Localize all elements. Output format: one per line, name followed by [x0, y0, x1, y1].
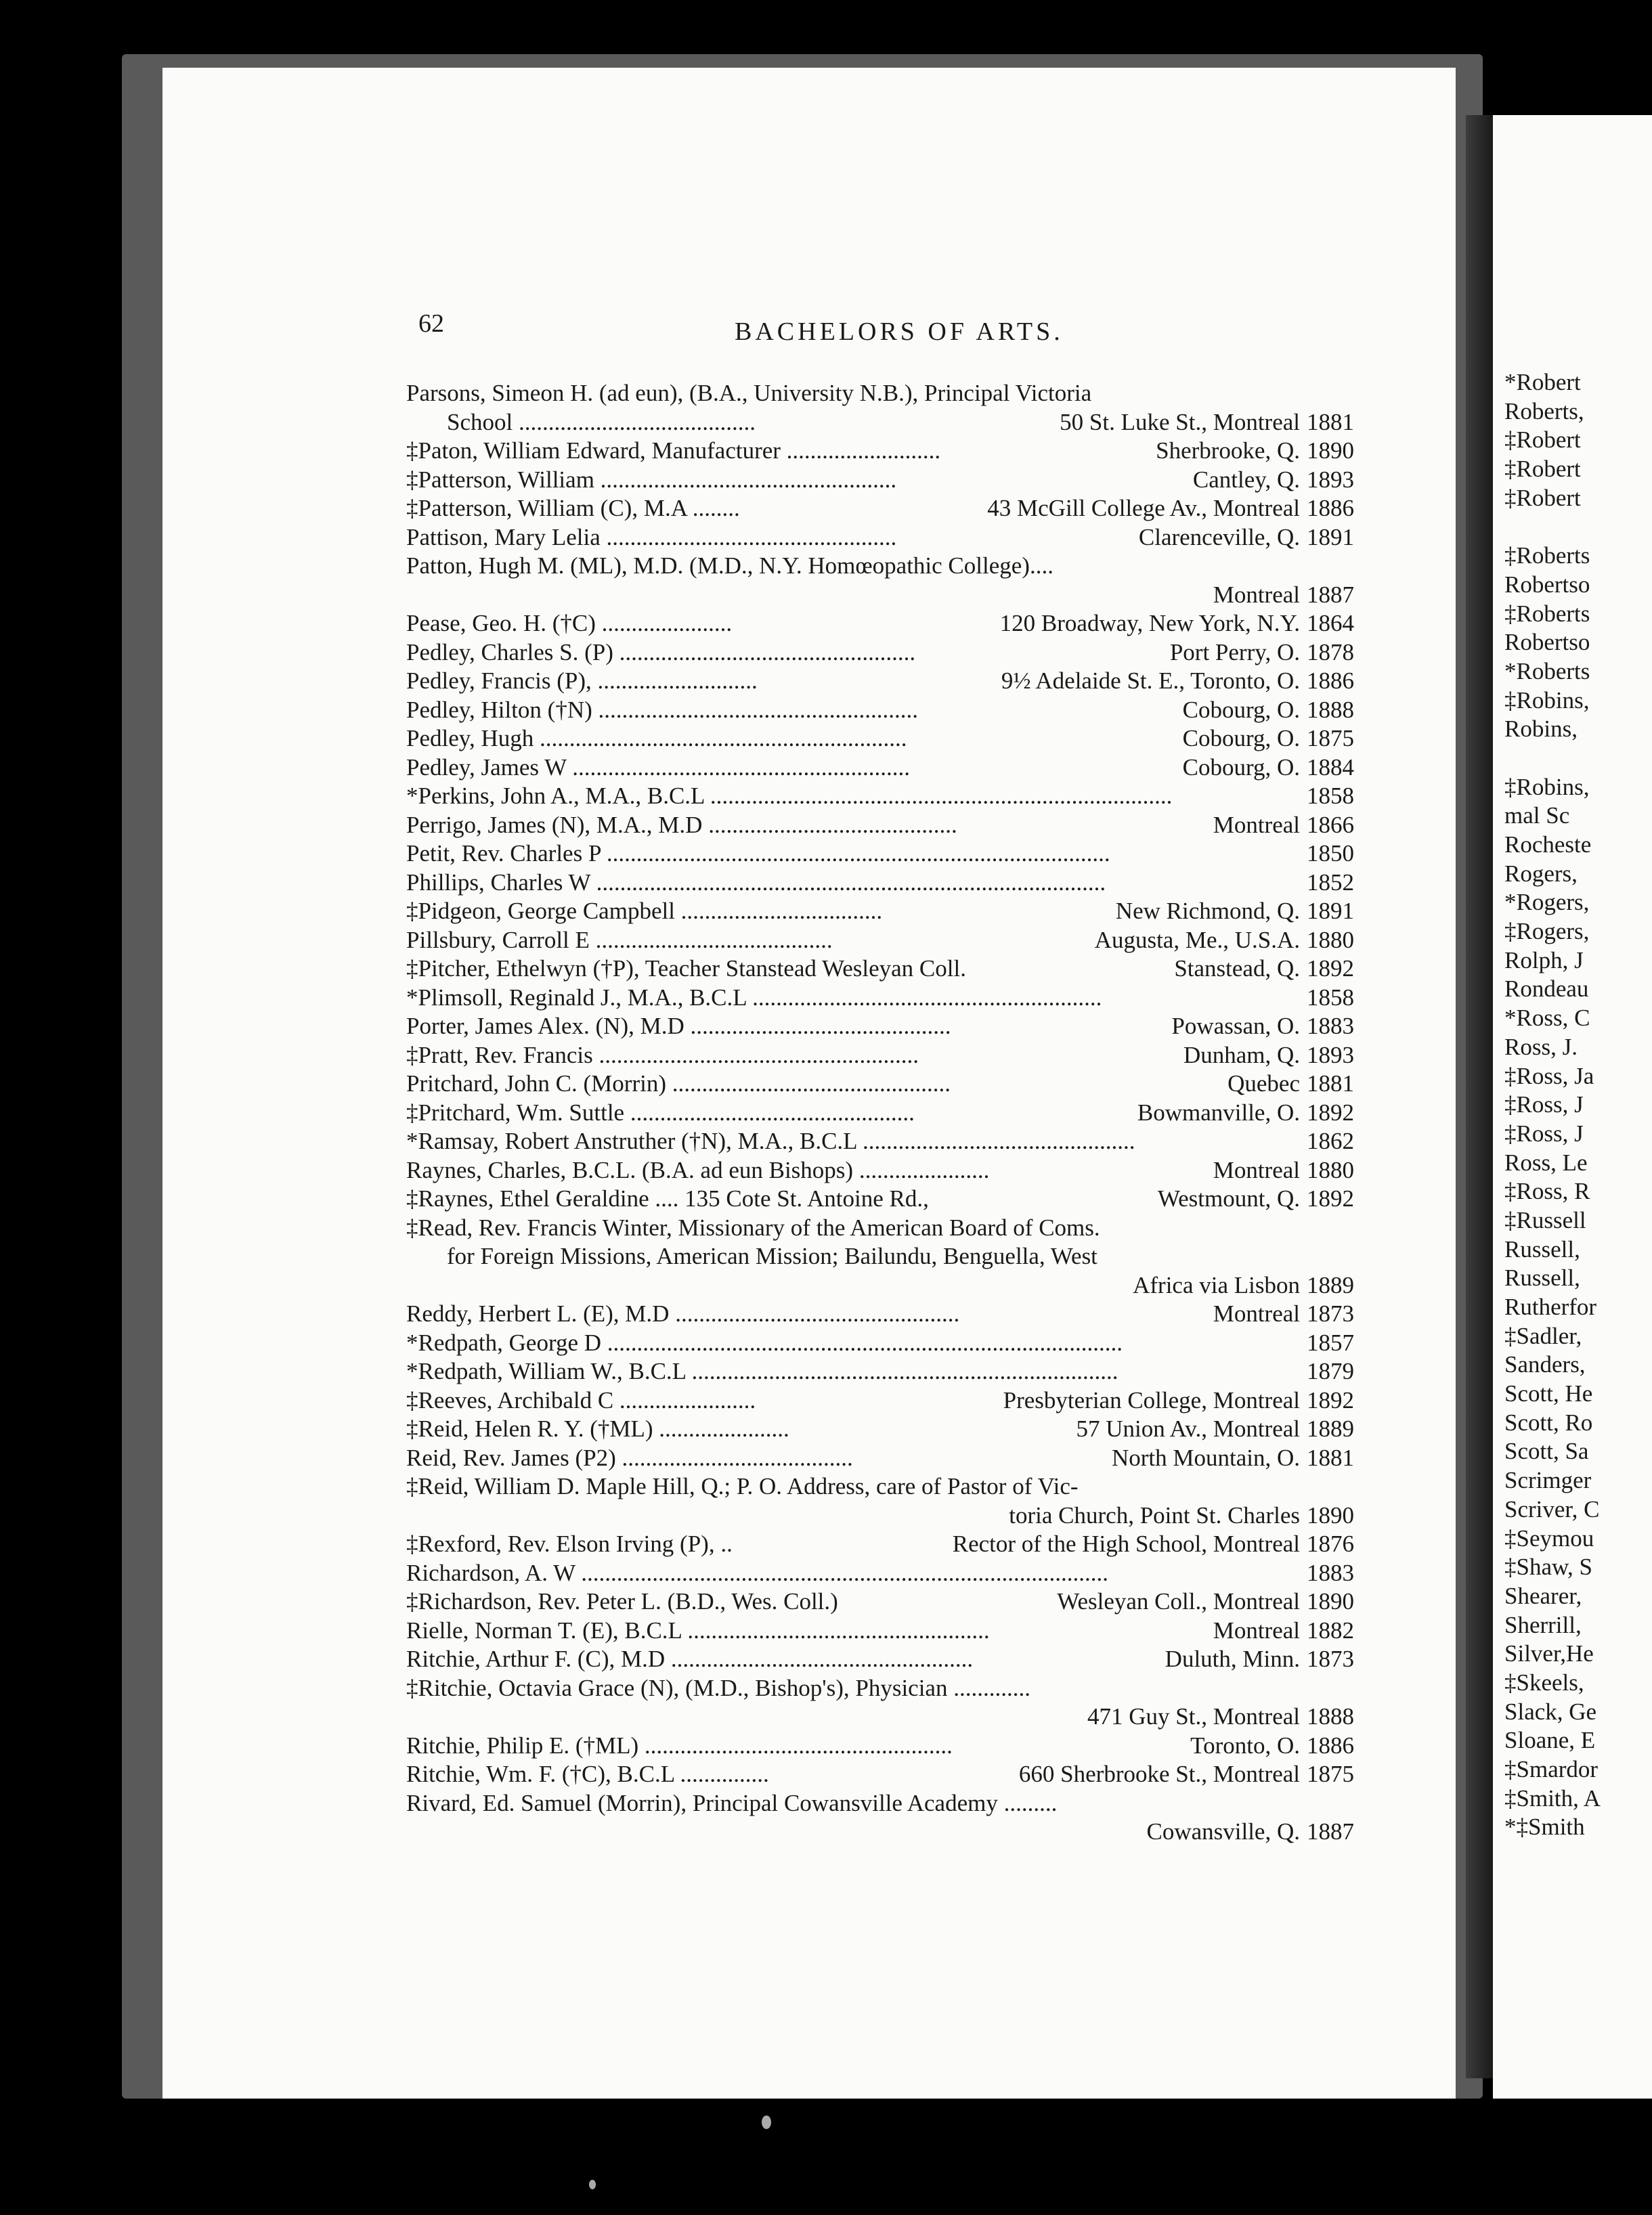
entry-year: 1887 [1307, 1818, 1354, 1845]
entry-address: 9½ Adelaide St. E., Toronto, O. [995, 667, 1300, 696]
paper-speck [762, 2115, 771, 2129]
entry-name: *Ramsay, Robert Anstruther (†N), M.A., B.C.L .............................................. [406, 1128, 1135, 1154]
facing-page-line: *Robert [1504, 369, 1581, 395]
alumni-entry [406, 552, 1368, 581]
entry-year: 1862 [1307, 1128, 1354, 1154]
alumni-entry [406, 581, 1368, 610]
facing-page-line: ‡Ross, J [1504, 1091, 1584, 1118]
alumni-entry [406, 1472, 1368, 1501]
facing-page-line: Robins, [1504, 716, 1578, 743]
entry-name: ‡Rexford, Rev. Elson Irving (P), .. [406, 1531, 733, 1557]
entry-address: Wesleyan Coll., Montreal [1050, 1587, 1300, 1617]
entry-name: Pedley, Charles S. (P) .................................................. [406, 638, 916, 665]
facing-page-line [1504, 512, 1652, 542]
alumni-entry [406, 1530, 1368, 1559]
entry-name: for Foreign Missions, American Mission; Bailundu, Benguella, West [447, 1243, 1097, 1269]
facing-page-line: *Roberts [1504, 657, 1590, 684]
alumni-entry [406, 1617, 1368, 1646]
alumni-entry [406, 926, 1368, 955]
alumni-entry [406, 1703, 1368, 1732]
facing-page-line: Scott, Sa [1504, 1438, 1589, 1465]
facing-page-line: ‡Sadler, [1504, 1322, 1582, 1349]
entry-name: Pritchard, John C. (Morrin) ............................................... [406, 1070, 951, 1097]
entry-name: Parsons, Simeon H. (ad eun), (B.A., University N.B.), Principal Victoria [406, 380, 1092, 406]
entry-name: Richardson, A. W ......................................................................................... [406, 1559, 1109, 1586]
alumni-entry [406, 1732, 1368, 1761]
facing-page-line: Scott, He [1504, 1380, 1593, 1407]
entry-year: 1880 [1307, 1156, 1354, 1183]
alumni-entry [406, 753, 1368, 783]
alumni-entry [406, 638, 1368, 667]
facing-page-line: Sanders, [1504, 1351, 1586, 1378]
facing-page-line: ‡Smith, A [1504, 1784, 1601, 1812]
entry-name: Porter, James Alex. (N), M.D ............................................ [406, 1013, 951, 1039]
facing-page-column [1504, 368, 1652, 1842]
facing-page-line [1504, 744, 1652, 773]
entry-year: 1886 [1307, 667, 1354, 694]
entry-year: 1873 [1307, 1646, 1354, 1672]
entry-name: Ritchie, Wm. F. (†C), B.C.L ............... [406, 1761, 769, 1787]
entry-name: School ........................................ [447, 408, 756, 435]
alumni-entry [406, 1818, 1368, 1847]
entry-year: 1888 [1307, 1703, 1354, 1730]
facing-page-line: mal Sc [1504, 802, 1570, 829]
facing-page-line: ‡Smardor [1504, 1756, 1599, 1782]
entry-address: Toronto, O. [1183, 1732, 1300, 1761]
facing-page-line: ‡Seymou [1504, 1525, 1594, 1552]
entry-year: 1892 [1307, 1185, 1354, 1212]
alumni-entry [406, 1415, 1368, 1444]
entry-name: Pedley, Francis (P), ........................... [406, 667, 758, 694]
entry-name: ‡Paton, William Edward, Manufacturer .......................... [406, 437, 941, 464]
facing-page-line: ‡Ross, R [1504, 1178, 1590, 1205]
alumni-entry [406, 984, 1368, 1013]
facing-page-line: ‡Ross, J [1504, 1120, 1584, 1147]
facing-page-line: Silver,He [1504, 1640, 1594, 1667]
entry-address: Rector of the High School, Montreal [946, 1530, 1300, 1559]
entry-address: Montreal [1207, 1156, 1300, 1185]
entry-year: 1873 [1307, 1300, 1354, 1327]
entry-name: ‡Reid, William D. Maple Hill, Q.; P. O. Address, care of Pastor of Vic- [406, 1473, 1079, 1499]
entry-name: ‡Reid, Helen R. Y. (†ML) ...................... [406, 1416, 789, 1442]
entry-year: 1858 [1307, 783, 1354, 809]
alumni-entry [406, 466, 1368, 495]
entry-name: Pattison, Mary Lelia ................................................. [406, 523, 897, 550]
entry-address: Cobourg, O. [1176, 753, 1300, 783]
entry-name: ‡Pitcher, Ethelwyn (†P), Teacher Stanstead Wesleyan Coll. [406, 955, 966, 982]
entry-address: Cobourg, O. [1176, 724, 1300, 753]
alumni-entry [406, 1386, 1368, 1416]
alumni-entry [406, 811, 1368, 840]
facing-page-line: ‡Robert [1504, 426, 1581, 454]
facing-page-line: Robertso [1504, 571, 1590, 598]
facing-page-line: ‡Roberts [1504, 600, 1590, 627]
entry-address: Augusta, Me., U.S.A. [1088, 926, 1300, 955]
alumni-entry [406, 1645, 1368, 1674]
entry-year: 1893 [1307, 466, 1354, 493]
entry-name: ‡Patterson, William .................................................. [406, 466, 897, 493]
alumni-entry [406, 1674, 1368, 1703]
page-number: 62 [418, 309, 444, 338]
entry-address: Cowansville, Q. [1139, 1818, 1300, 1847]
entry-year: 1884 [1307, 753, 1354, 781]
entry-name: Ritchie, Arthur F. (C), M.D ................................................... [406, 1646, 974, 1672]
facing-page-line: Ross, Le [1504, 1149, 1588, 1176]
entry-name: Reddy, Herbert L. (E), M.D ................................................ [406, 1300, 960, 1327]
entry-name: ‡Patterson, William (C), M.A ........ [406, 495, 740, 521]
right-facing-page [1493, 115, 1652, 2099]
facing-page-line: *Rogers, [1504, 889, 1590, 916]
entry-year: 1889 [1307, 1416, 1354, 1442]
entry-name: Pedley, James W ......................................................... [406, 753, 911, 781]
alumni-entry [406, 1760, 1368, 1789]
book-gutter [1466, 115, 1493, 2078]
entry-address: Duluth, Minn. [1158, 1645, 1300, 1674]
entry-year: 1881 [1307, 1070, 1354, 1097]
entry-address: Presbyterian College, Montreal [997, 1386, 1300, 1416]
entry-address: Montreal [1207, 1617, 1300, 1646]
alumni-entry [406, 609, 1368, 638]
facing-page-line: ‡Roberts [1504, 542, 1590, 569]
alumni-entry [406, 1185, 1368, 1214]
alumni-entry [406, 1012, 1368, 1041]
entry-address: Cobourg, O. [1176, 696, 1300, 725]
entry-address: Clarenceville, Q. [1132, 523, 1300, 552]
alumni-entry [406, 1156, 1368, 1185]
facing-page-line: Robertso [1504, 629, 1590, 656]
entry-name: Petit, Rev. Charles P ..................................................................................... [406, 840, 1110, 867]
entry-year: 1883 [1307, 1013, 1354, 1039]
entry-year: 1892 [1307, 1099, 1354, 1126]
entry-name: *Plimsoll, Reginald J., M.A., B.C.L ........................................................... [406, 984, 1102, 1011]
alumni-entry [406, 869, 1368, 898]
alumni-entry [406, 1587, 1368, 1617]
entry-year: 1887 [1307, 581, 1354, 608]
entry-name: ‡Read, Rev. Francis Winter, Missionary of the American Board of Coms. [406, 1214, 1100, 1241]
facing-page-line: ‡Robert [1504, 456, 1581, 483]
facing-page-line: ‡Skeels, [1504, 1669, 1584, 1696]
entry-year: 1888 [1307, 696, 1354, 723]
entry-year: 1893 [1307, 1041, 1354, 1068]
entry-name: ‡Reeves, Archibald C ....................... [406, 1386, 756, 1413]
entry-name: ‡Pratt, Rev. Francis ...................................................... [406, 1041, 919, 1068]
entry-address: Bowmanville, O. [1131, 1099, 1300, 1128]
entry-name: Raynes, Charles, B.C.L. (B.A. ad eun Bishops) ...................... [406, 1156, 990, 1183]
entry-address: Montreal [1207, 811, 1300, 840]
entry-name: *Redpath, William W., B.C.L ........................................................................ [406, 1358, 1118, 1384]
alumni-entries-list [406, 379, 1368, 1847]
entry-address: 57 Union Av., Montreal [1069, 1415, 1300, 1444]
facing-page-line: Slack, Ge [1504, 1698, 1597, 1725]
entry-address: Westmount, Q. [1151, 1185, 1300, 1214]
running-head: BACHELORS OF ARTS. [735, 317, 1064, 346]
entry-year: 1876 [1307, 1531, 1354, 1557]
entry-year: 1890 [1307, 1501, 1354, 1529]
facing-page-line: ‡Rogers, [1504, 918, 1590, 945]
entry-name: *Redpath, George D ....................................................................................... [406, 1329, 1123, 1356]
alumni-entry [406, 1242, 1368, 1271]
entry-name: ‡Richardson, Rev. Peter L. (B.D., Wes. Coll.) [406, 1588, 838, 1615]
entry-address: Africa via Lisbon [1126, 1271, 1300, 1300]
entry-year: 1857 [1307, 1329, 1354, 1356]
entry-address: Sherbrooke, Q. [1149, 437, 1300, 466]
alumni-entry [406, 523, 1368, 552]
alumni-entry [406, 1214, 1368, 1243]
entry-name: Pillsbury, Carroll E ........................................ [406, 926, 833, 953]
entry-year: 1889 [1307, 1271, 1354, 1298]
entry-address: toria Church, Point St. Charles [1002, 1501, 1300, 1531]
alumni-entry [406, 1559, 1368, 1588]
entry-year: 1875 [1307, 1761, 1354, 1787]
facing-page-line: Sloane, E [1504, 1727, 1596, 1754]
facing-page-line: Scott, Ro [1504, 1409, 1593, 1436]
entry-address: Montreal [1207, 1300, 1300, 1329]
alumni-entry [406, 724, 1368, 753]
facing-page-line: *‡Smith [1504, 1814, 1585, 1841]
entry-year: 1890 [1307, 437, 1354, 464]
entry-address: North Mountain, O. [1105, 1444, 1300, 1473]
alumni-entry [406, 1357, 1368, 1386]
alumni-entry [406, 839, 1368, 869]
entry-name: Reid, Rev. James (P2) ....................................... [406, 1444, 853, 1471]
entry-name: ‡Raynes, Ethel Geraldine .... 135 Cote St. Antoine Rd., [406, 1185, 929, 1212]
entry-name: Pedley, Hilton (†N) ...................................................... [406, 696, 919, 723]
alumni-entry [406, 1099, 1368, 1128]
alumni-entry [406, 1041, 1368, 1070]
facing-page-line: Russell, [1504, 1265, 1580, 1292]
facing-page-line: Scrimger [1504, 1467, 1592, 1494]
facing-page-line: ‡Robert [1504, 484, 1581, 511]
entry-address: 471 Guy St., Montreal [1081, 1703, 1300, 1732]
facing-page-line: ‡Ross, Ja [1504, 1062, 1594, 1089]
entry-year: 1879 [1307, 1358, 1354, 1384]
alumni-entry [406, 437, 1368, 466]
entry-year: 1881 [1307, 1444, 1354, 1471]
entry-address: Port Perry, O. [1163, 638, 1300, 667]
entry-year: 1883 [1307, 1559, 1354, 1586]
alumni-entry [406, 1444, 1368, 1473]
entry-address: Stanstead, Q. [1167, 955, 1300, 984]
facing-page-line: Rondeau [1504, 975, 1589, 1003]
entry-year: 1850 [1307, 840, 1354, 867]
entry-year: 1866 [1307, 811, 1354, 838]
entry-address: 43 McGill College Av., Montreal [980, 494, 1300, 523]
entry-address: Quebec [1221, 1070, 1300, 1099]
entry-year: 1891 [1307, 523, 1354, 550]
entry-name: Ritchie, Philip E. (†ML) .................................................... [406, 1732, 953, 1759]
entry-year: 1892 [1307, 955, 1354, 982]
entry-name: ‡Pidgeon, George Campbell .................................. [406, 898, 883, 924]
alumni-entry [406, 897, 1368, 926]
alumni-entry [406, 782, 1368, 811]
entry-address: Dunham, Q. [1177, 1041, 1300, 1070]
facing-page-line: ‡Robins, [1504, 773, 1590, 800]
facing-page-line: ‡Robins, [1504, 686, 1590, 714]
facing-page-line: ‡Russell [1504, 1206, 1586, 1233]
entry-address: 50 St. Luke St., Montreal [1053, 408, 1300, 437]
entry-year: 1886 [1307, 1732, 1354, 1759]
entry-name: *Perkins, John A., M.A., B.C.L .............................................................................. [406, 783, 1173, 809]
facing-page-line: Rogers, [1504, 860, 1578, 887]
entry-year: 1878 [1307, 638, 1354, 665]
facing-page-line: Russell, [1504, 1235, 1580, 1263]
entry-name: Perrigo, James (N), M.A., M.D .......................................... [406, 811, 957, 838]
facing-page-line: Scriver, C [1504, 1495, 1600, 1522]
alumni-entry [406, 379, 1368, 408]
entry-year: 1882 [1307, 1617, 1354, 1644]
entry-name: Pease, Geo. H. (†C) ...................... [406, 610, 733, 636]
entry-year: 1864 [1307, 610, 1354, 636]
facing-page-line: Rutherfor [1504, 1294, 1597, 1320]
alumni-entry [406, 667, 1368, 696]
facing-page-line: Sherrill, [1504, 1611, 1582, 1638]
alumni-entry [406, 1271, 1368, 1300]
entry-name: Patton, Hugh M. (ML), M.D. (M.D., N.Y. Homœopathic College).... [406, 552, 1053, 579]
entry-year: 1875 [1307, 725, 1354, 751]
facing-page-line: Rocheste [1504, 831, 1592, 858]
alumni-entry [406, 1329, 1368, 1358]
entry-name: Rielle, Norman T. (E), B.C.L ................................................... [406, 1617, 990, 1644]
entry-name: Rivard, Ed. Samuel (Morrin), Principal Cowansville Academy ......... [406, 1789, 1058, 1816]
facing-page-line: Rolph, J [1504, 946, 1584, 973]
entry-address: New Richmond, Q. [1109, 897, 1300, 926]
entry-year: 1880 [1307, 926, 1354, 953]
facing-page-line: ‡Shaw, S [1504, 1554, 1592, 1581]
entry-address: Montreal [1207, 581, 1300, 610]
entry-year: 1858 [1307, 984, 1354, 1011]
alumni-entry [406, 696, 1368, 725]
alumni-entry [406, 494, 1368, 523]
alumni-entry [406, 1300, 1368, 1329]
facing-page-line: Roberts, [1504, 397, 1584, 424]
facing-page-line: *Ross, C [1504, 1005, 1590, 1032]
entry-address: 660 Sherbrooke St., Montreal [1012, 1760, 1300, 1789]
paper-speck [589, 2180, 596, 2189]
entry-year: 1890 [1307, 1588, 1354, 1615]
entry-address: Powassan, O. [1165, 1012, 1300, 1041]
entry-address: Cantley, Q. [1186, 466, 1300, 495]
entry-address: 120 Broadway, New York, N.Y. [993, 609, 1300, 638]
entry-year: 1852 [1307, 869, 1354, 896]
alumni-entry [406, 1789, 1368, 1818]
alumni-entry [406, 408, 1368, 437]
entry-name: ‡Pritchard, Wm. Suttle ................................................ [406, 1099, 915, 1126]
entry-name: Phillips, Charles W ...................................................................................... [406, 869, 1106, 896]
alumni-entry [406, 955, 1368, 984]
entry-year: 1892 [1307, 1386, 1354, 1413]
entry-year: 1881 [1307, 408, 1354, 435]
alumni-entry [406, 1127, 1368, 1156]
entry-year: 1891 [1307, 898, 1354, 924]
alumni-entry [406, 1501, 1368, 1531]
facing-page-line: Ross, J. [1504, 1033, 1578, 1060]
facing-page-line: Shearer, [1504, 1582, 1582, 1609]
entry-name: Pedley, Hugh .............................................................. [406, 725, 907, 751]
entry-name: ‡Ritchie, Octavia Grace (N), (M.D., Bishop's), Physician ............. [406, 1674, 1030, 1701]
alumni-entry [406, 1070, 1368, 1099]
entry-year: 1886 [1307, 495, 1354, 521]
